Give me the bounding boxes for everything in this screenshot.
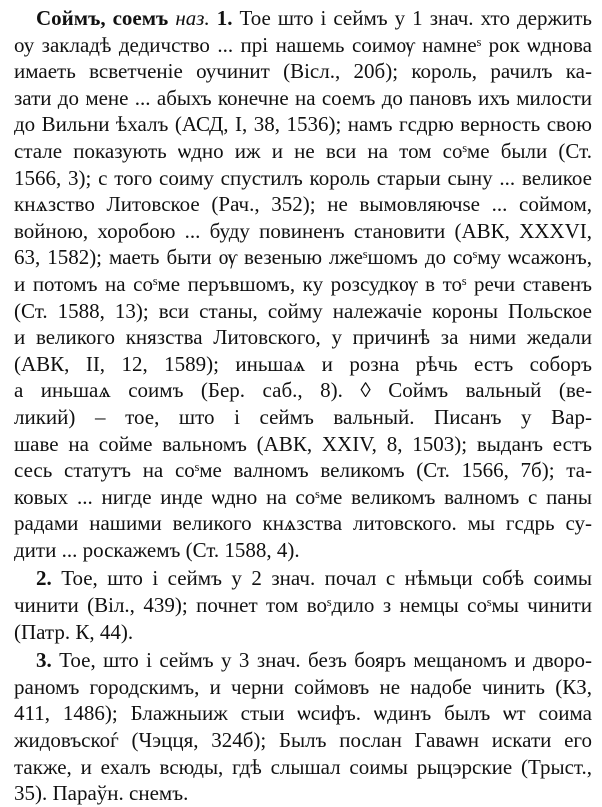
grammar-label: наз. [175, 6, 210, 30]
text-line: сесь статутъ на соˢме валномъ великомъ (Ст. 1566, 7б); та- [14, 458, 592, 483]
sense-1 [14, 5, 592, 563]
text-line: а иньшаѧ соимъ (Бер. саб., 8). ◊ Соймъ вальный (ве- [14, 378, 592, 403]
text-line: радами нашими великого кнѧзства литовского. мы гсдрь су- [14, 511, 592, 536]
text-line: имаеть всветченіе оучинит (Віcл., 20б); король, рачилъ ка- [14, 59, 592, 84]
text-line: (АВК, II, 12, 1589); иньшаѧ и розна рѣчь естъ соборъ [14, 351, 592, 376]
text-line [14, 565, 592, 592]
text-line: шаве на сойме вальномъ (АВК, XXIV, 8, 1503); выданъ естъ [14, 431, 592, 456]
sense-text: Тое, што і сеймъ у 3 знач. безъ бояръ мещаномъ и дворо- [59, 648, 592, 673]
sense-number: 3. [36, 648, 52, 673]
text-line: стале показують ѡдно иж и не вси на том соˢме были (Ст. [14, 138, 592, 163]
text-line: 63, 1582); маеть быти ѹ везеныю лжеˢшомъ до соˢму ѡсажонъ, [14, 245, 592, 270]
text-line: до Вильни ѣхалъ (АСД, I, 38, 1536); намъ гсдрю верность свою [14, 112, 592, 137]
text-line: раномъ городскимъ, и черни соймовъ не надобе чинить (КЗ, [14, 674, 592, 699]
text-line: оу закладѣ дедичство ... прі нашемь соимѹ намнеˢ рок ѡднова [14, 32, 592, 57]
text-line: (Ст. 1588, 13); вси станы, сойму належачіе короны Польское [14, 298, 592, 323]
text-line: и потомъ на соˢме перъвшомъ, ку розсудкѹ в тоˢ речи ставенъ [14, 271, 592, 296]
headword: Соймъ, соемъ [36, 6, 169, 30]
sense-text: Тое, што і сеймъ у 2 знач. почал с нѣмьци собѣ соимы [61, 566, 592, 591]
sense-number: 2. [36, 566, 52, 591]
text-line: 411, 1486); Блажныиж стыи ѡсифъ. ѡдинъ былъ ѡт соима [14, 701, 592, 726]
text-line: жидовъскоѓ (Чэцця, 324б); Былъ послан Гаваѡн искати его [14, 728, 592, 753]
text-line: зати до мене ... абыхъ конечне на соемъ до пановъ ихъ милости [14, 85, 592, 110]
text-line: и великого князства Литовского, у причинѣ за ними жедали [14, 325, 592, 350]
text-line: ликий) – тое, што і сеймъ вальный. Писанъ у Вар- [14, 404, 592, 429]
sense-2 [14, 565, 592, 645]
text-line: чинити (Віл., 439); почнет том воˢдило з немцы соˢмы чинити [14, 593, 592, 618]
text-line [14, 5, 592, 32]
sense-text: Тое што і сеймъ у 1 знач. хто держить [239, 6, 592, 30]
text-line: (Патр. К, 44). [14, 619, 134, 644]
text-line: 1566, 3); с того соиму спустилъ король старыи сыну ... великое [14, 165, 592, 190]
text-line: дити ... роскажемъ (Ст. 1588, 4). [14, 537, 300, 562]
text-line: ковых ... нигде инде ѡдно на соˢме великомъ валномъ с паны [14, 484, 592, 509]
text-line [14, 647, 592, 674]
sense-3 [14, 647, 592, 807]
sense-number: 1. [216, 6, 233, 30]
text-line: 35). Параўн. снемъ. [14, 781, 189, 806]
text-line: также, и ехалъ всюды, гдѣ слышал соимы рыцэрские (Трыст., [14, 754, 592, 779]
text-line: войною, хоробою ... буду повиненъ становити (АВК, XXXVI, [14, 218, 592, 243]
text-line: кнѧзство Литовское (Рач., 352); не вымовляючѕе ... соймом, [14, 192, 592, 217]
